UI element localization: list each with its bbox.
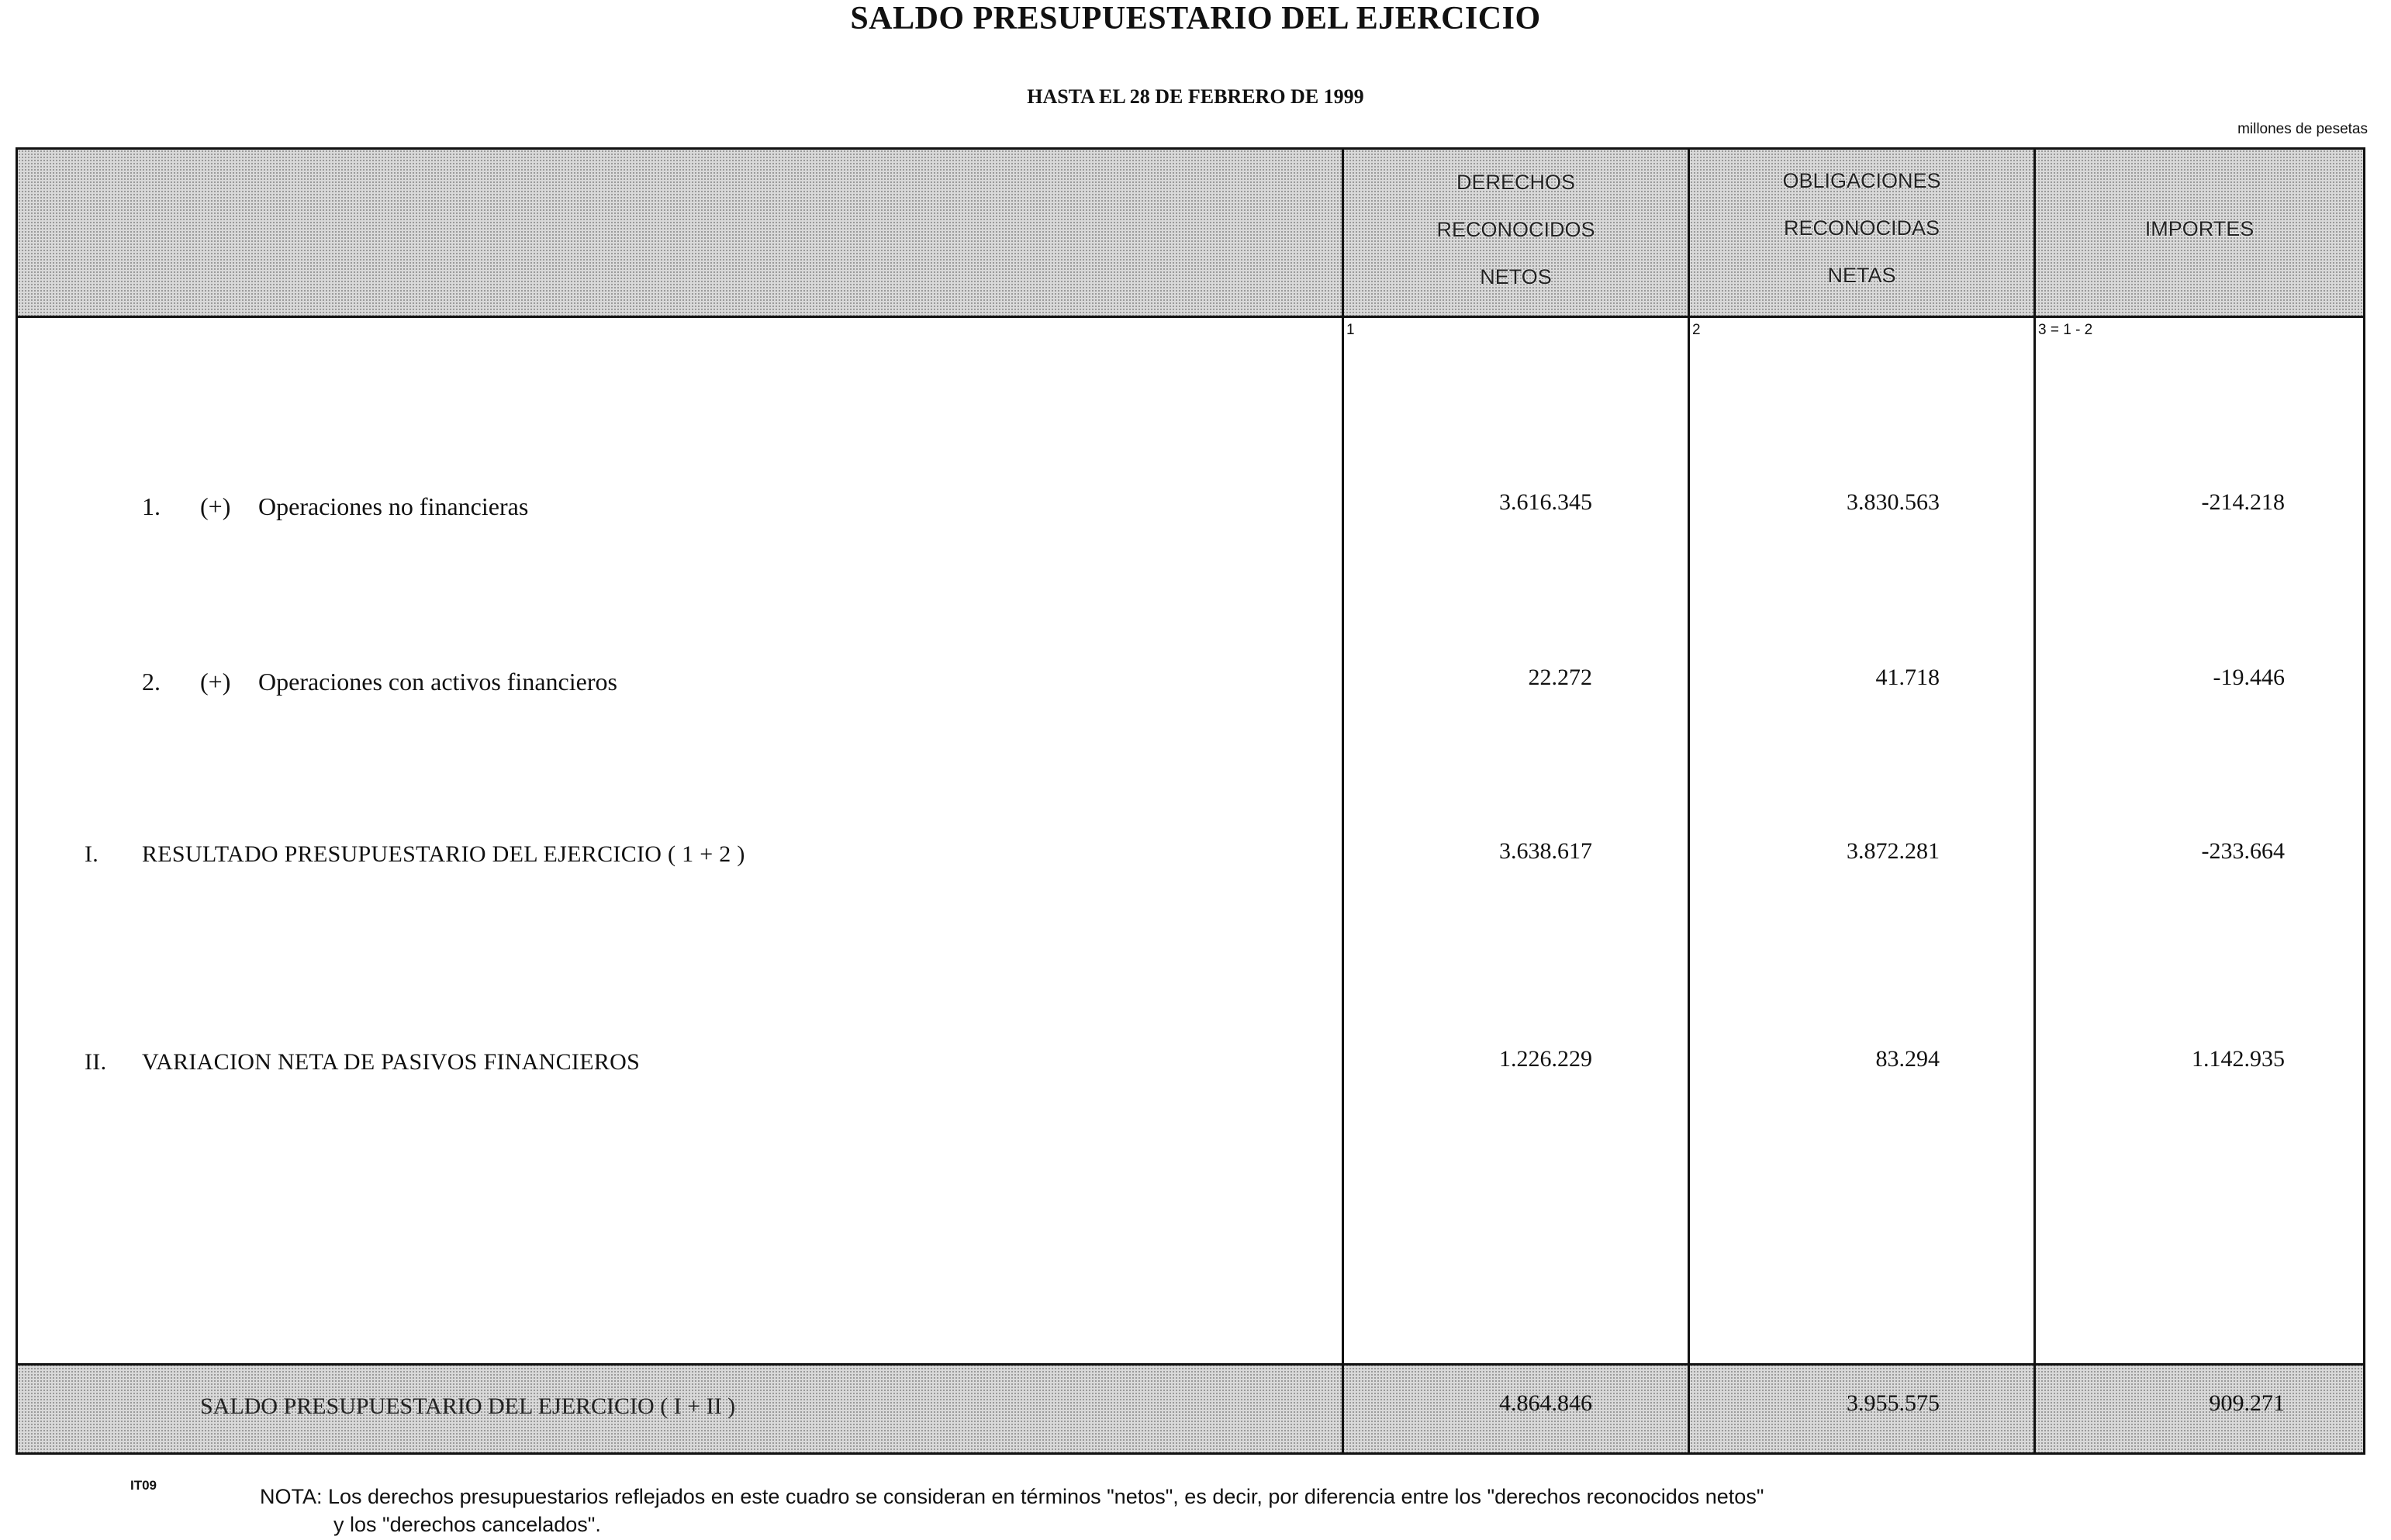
total-importes: 909.271 bbox=[2209, 1390, 2285, 1416]
row-2-sign: (+) bbox=[200, 668, 231, 696]
row-I-number: I. bbox=[85, 841, 99, 867]
footnote-line-1: NOTA: Los derechos presupuestarios reflejados en este cuadro se consideran en términos "netos", es decir, por diferencia entre los "derechos reconocidos netos" bbox=[260, 1485, 1764, 1508]
total-label: SALDO PRESUPUESTARIO DEL EJERCICIO ( I + II ) bbox=[200, 1393, 736, 1419]
page-title: SALDO PRESUPUESTARIO DEL EJERCICIO bbox=[850, 1, 1541, 36]
column-number-2: 2 bbox=[1692, 322, 1701, 338]
row-2-label: Operaciones con activos financieros bbox=[258, 668, 617, 696]
row-II-number: II. bbox=[85, 1049, 107, 1075]
row-2-importes: -19.446 bbox=[2213, 665, 2285, 690]
column-header-obligaciones: OBLIGACIONES RECONOCIDAS NETAS bbox=[1782, 169, 1941, 287]
row-1-derechos: 3.616.345 bbox=[1499, 489, 1592, 515]
footnote bbox=[260, 1483, 1764, 1538]
total-derechos: 4.864.846 bbox=[1499, 1390, 1592, 1416]
row-1-obligaciones: 3.830.563 bbox=[1847, 489, 1940, 515]
row-1-number: 1. bbox=[142, 492, 161, 520]
row-II-derechos: 1.226.229 bbox=[1499, 1046, 1592, 1072]
total-rule bbox=[18, 1363, 2363, 1366]
column-divider-2 bbox=[1688, 150, 1690, 1452]
row-II-importes: 1.142.935 bbox=[2192, 1046, 2285, 1072]
row-2-number: 2. bbox=[142, 668, 161, 696]
budget-table bbox=[16, 147, 2365, 1455]
page-subtitle: HASTA EL 28 DE FEBRERO DE 1999 bbox=[1027, 85, 1364, 108]
header-rule bbox=[18, 316, 2363, 318]
column-header-derechos: DERECHOS RECONOCIDOS NETOS bbox=[1436, 171, 1595, 288]
row-1-label: Operaciones no financieras bbox=[258, 492, 529, 520]
column-divider-3 bbox=[2033, 150, 2036, 1452]
column-divider-1 bbox=[1342, 150, 1344, 1452]
row-2-derechos: 22.272 bbox=[1528, 665, 1592, 690]
total-obligaciones: 3.955.575 bbox=[1847, 1390, 1940, 1416]
row-II-label: VARIACION NETA DE PASIVOS FINANCIEROS bbox=[142, 1049, 641, 1075]
document-code: IT09 bbox=[130, 1478, 157, 1493]
row-I-label: RESULTADO PRESUPUESTARIO DEL EJERCICIO ( 1 + 2 ) bbox=[142, 841, 745, 867]
row-1-importes: -214.218 bbox=[2201, 489, 2285, 515]
row-2-obligaciones: 41.718 bbox=[1875, 665, 1940, 690]
column-number-3: 3 = 1 - 2 bbox=[2038, 322, 2093, 338]
row-I-derechos: 3.638.617 bbox=[1499, 838, 1592, 864]
row-II-obligaciones: 83.294 bbox=[1875, 1046, 1940, 1072]
column-header-importes: IMPORTES bbox=[2144, 217, 2255, 240]
units-label: millones de pesetas bbox=[2237, 121, 2368, 137]
footnote-line-2: y los "derechos cancelados". bbox=[333, 1513, 601, 1536]
column-number-1: 1 bbox=[1346, 322, 1355, 338]
row-1-sign: (+) bbox=[200, 492, 231, 520]
row-I-obligaciones: 3.872.281 bbox=[1847, 838, 1940, 864]
row-I-importes: -233.664 bbox=[2201, 838, 2285, 864]
